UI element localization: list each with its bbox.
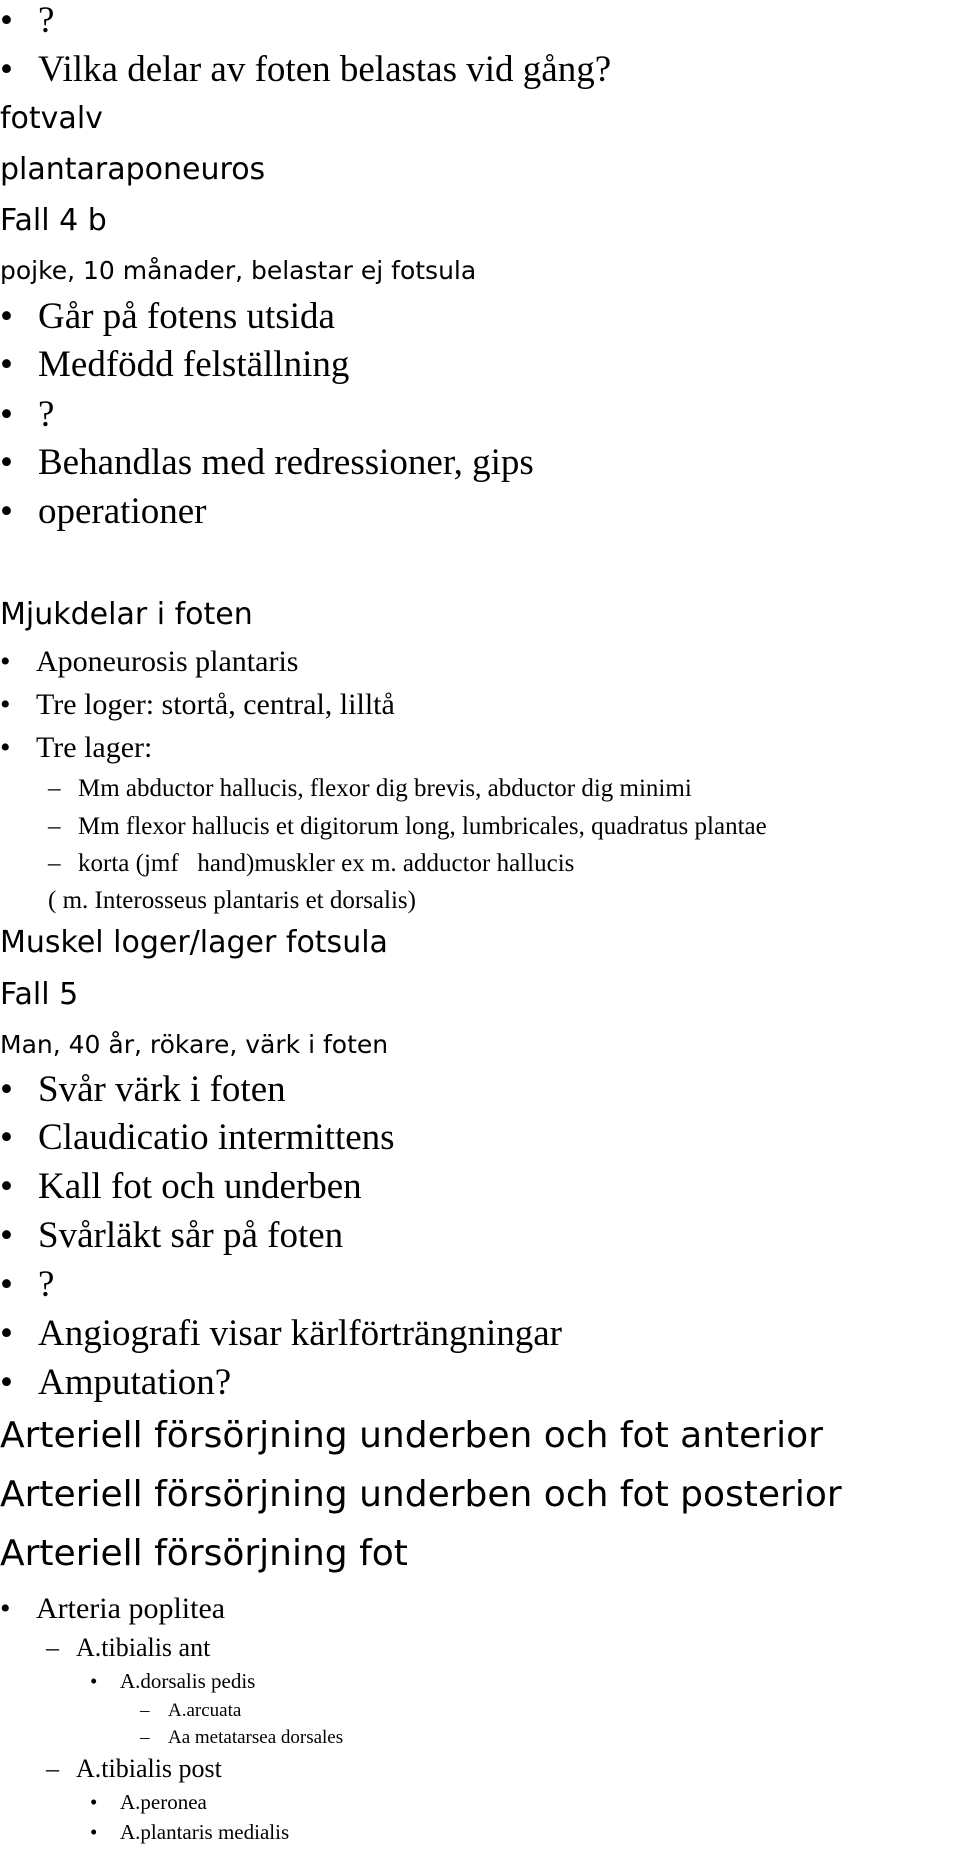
bullet-text: Amputation? xyxy=(38,1362,232,1403)
bullet-text: Kall fot och underben xyxy=(38,1166,362,1207)
bullet-item xyxy=(0,493,206,530)
sub-sub-text: A.dorsalis pedis xyxy=(120,1669,256,1693)
bullet-icon: • xyxy=(0,1215,13,1256)
slide-title: fotvalv xyxy=(0,101,103,136)
slide-title: Fall 5 xyxy=(0,977,79,1012)
bullet-text: Går på fotens utsida xyxy=(38,296,335,337)
bullet-text: ? xyxy=(38,394,55,435)
bullet-icon: • xyxy=(0,1117,13,1158)
sub-text: A.tibialis ant xyxy=(76,1633,211,1662)
bullet-text: Medfödd felställning xyxy=(38,344,350,385)
bullet-icon: • xyxy=(0,1592,11,1625)
sub-item xyxy=(46,1756,222,1782)
level4-text: A.arcuata xyxy=(168,1700,242,1721)
bullet-icon: • xyxy=(0,645,11,678)
bullet-icon: • xyxy=(0,344,13,385)
bullet-icon: • xyxy=(0,394,13,435)
bullet-item xyxy=(0,2,54,39)
bullet-icon: • xyxy=(90,1669,98,1693)
sub-sub-text: A.plantaris medialis xyxy=(120,1820,290,1844)
bullet-text: Aponeurosis plantaris xyxy=(36,645,299,678)
bullet-item xyxy=(0,1266,54,1303)
bullet-text: Svårläkt sår på foten xyxy=(38,1215,344,1256)
sub-sub-item xyxy=(90,1792,207,1813)
slide-title: plantaraponeuros xyxy=(0,152,266,187)
dash-icon: – xyxy=(140,1700,150,1721)
dash-icon: – xyxy=(46,1633,59,1662)
bullet-icon: • xyxy=(0,49,13,90)
bullet-icon: • xyxy=(90,1790,98,1814)
bullet-text: Claudicatio intermittens xyxy=(38,1117,395,1158)
bullet-item xyxy=(0,346,349,383)
dash-icon: – xyxy=(46,1754,59,1783)
bullet-text: Vilka delar av foten belastas vid gång? xyxy=(38,49,612,90)
bullet-item xyxy=(0,1119,395,1156)
sub-item xyxy=(48,776,692,801)
sub-sub-item xyxy=(90,1671,255,1692)
bullet-text: Tre loger: stortå, central, lilltå xyxy=(36,688,395,721)
sub-item xyxy=(48,814,767,839)
slide-title: Arteriell försörjning fot xyxy=(0,1533,408,1574)
bullet-text: Angiografi visar kärlförträngningar xyxy=(38,1313,562,1354)
case-subtitle: pojke, 10 månader, belastar ej fotsula xyxy=(0,256,477,285)
bullet-item xyxy=(0,1364,231,1401)
bullet-item xyxy=(0,444,534,481)
bullet-item xyxy=(0,396,54,433)
bullet-icon: • xyxy=(0,1362,13,1403)
bullet-icon: • xyxy=(0,688,11,721)
bullet-item xyxy=(0,1217,343,1254)
bullet-icon: • xyxy=(0,731,11,764)
sub-text: korta (jmf hand)muskler ex m. adductor hallucis xyxy=(78,850,575,877)
sub-item xyxy=(48,851,574,876)
bullet-text: operationer xyxy=(38,491,207,532)
dash-icon: – xyxy=(48,850,61,877)
bullet-item xyxy=(0,1594,225,1624)
bullet-text: Svår värk i foten xyxy=(38,1069,286,1110)
dash-icon: – xyxy=(140,1727,150,1748)
sub-item xyxy=(46,1635,210,1661)
bullet-text: Tre lager: xyxy=(36,731,153,764)
bullet-item xyxy=(0,298,335,335)
bullet-icon: • xyxy=(0,442,13,483)
slide-title: Arteriell försörjning underben och fot posterior xyxy=(0,1474,842,1515)
bullet-item xyxy=(0,51,611,88)
bullet-item xyxy=(0,647,298,677)
dash-icon: – xyxy=(48,813,61,840)
bullet-icon: • xyxy=(0,0,13,41)
bullet-icon: • xyxy=(0,1166,13,1207)
level4-item xyxy=(140,1701,241,1720)
bullet-item xyxy=(0,1071,286,1108)
bullet-icon: • xyxy=(0,296,13,337)
level4-text: Aa metatarsea dorsales xyxy=(168,1727,344,1748)
slide-title: Mjukdelar i foten xyxy=(0,597,253,632)
bullet-text: ? xyxy=(38,1264,55,1305)
dash-icon: – xyxy=(48,775,61,802)
sub-sub-text: A.peronea xyxy=(120,1790,207,1814)
sub-text-continued: ( m. Interosseus plantaris et dorsalis) xyxy=(48,887,416,914)
sub-text: Mm flexor hallucis et digitorum long, lumbricales, quadratus plantae xyxy=(78,813,767,840)
slide-title: Arteriell försörjning underben och fot anterior xyxy=(0,1415,823,1456)
bullet-text: ? xyxy=(38,0,55,41)
bullet-icon: • xyxy=(90,1820,98,1844)
slide-title: Muskel loger/lager fotsula xyxy=(0,925,388,960)
bullet-icon: • xyxy=(0,1264,13,1305)
level4-item xyxy=(140,1728,343,1747)
bullet-text: Arteria poplitea xyxy=(36,1592,226,1625)
case-subtitle: Man, 40 år, rökare, värk i foten xyxy=(0,1030,389,1059)
sub-sub-item xyxy=(90,1822,289,1843)
bullet-item xyxy=(0,1168,362,1205)
slide-title: Fall 4 b xyxy=(0,203,107,238)
sub-text: Mm abductor hallucis, flexor dig brevis, abductor dig minimi xyxy=(78,775,692,802)
bullet-item xyxy=(0,733,152,763)
bullet-icon: • xyxy=(0,491,13,532)
bullet-item xyxy=(0,690,395,720)
bullet-item xyxy=(0,1315,562,1352)
sub-text: A.tibialis post xyxy=(76,1754,222,1783)
bullet-icon: • xyxy=(0,1069,13,1110)
bullet-text: Behandlas med redressioner, gips xyxy=(38,442,534,483)
bullet-icon: • xyxy=(0,1313,13,1354)
